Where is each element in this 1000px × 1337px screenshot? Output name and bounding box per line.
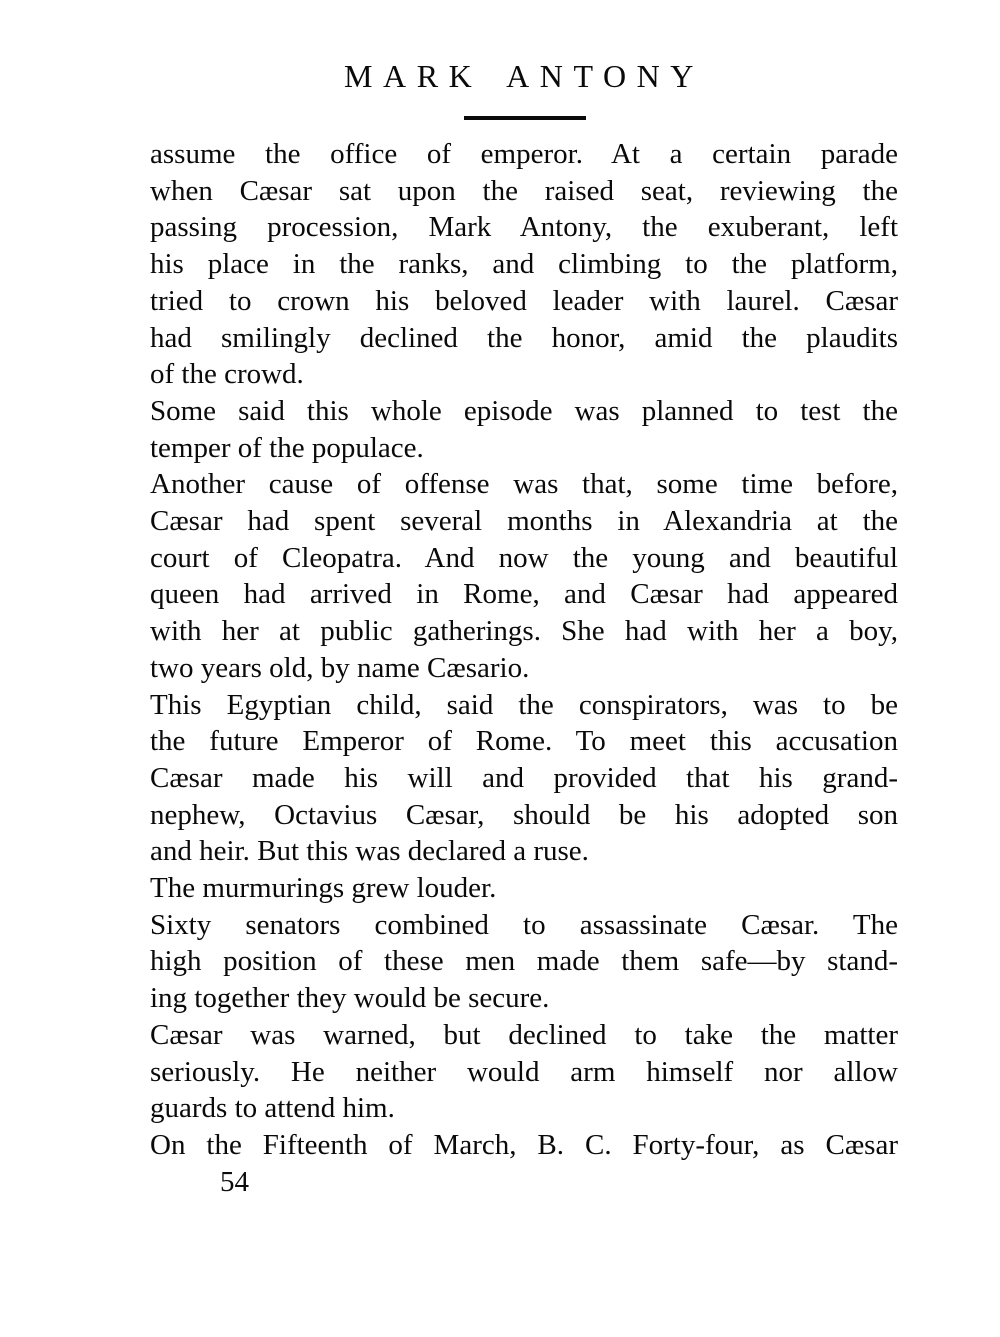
paragraph xyxy=(150,393,898,466)
title-divider-rule xyxy=(464,116,586,120)
text-line: guards to attend him. xyxy=(150,1092,395,1125)
text-line: Another cause of offense was that, some time before, xyxy=(150,468,898,501)
text-line: The murmurings grew louder. xyxy=(150,872,497,905)
text-line: ing together they would be secure. xyxy=(150,982,550,1015)
text-line: two years old, by name Cæsario. xyxy=(150,651,530,684)
text-line: court of Cleopatra. And now the young and beautiful xyxy=(150,541,898,574)
text-line: with her at public gatherings. She had with her a boy, xyxy=(150,615,898,648)
text-line: assume the office of emperor. At a certain parade xyxy=(150,138,898,170)
text-line: Cæsar had spent several months in Alexandria at the xyxy=(150,505,898,538)
paragraph xyxy=(150,907,898,1017)
paragraph xyxy=(150,1127,898,1164)
text-line: Cæsar made his will and provided that his grand- xyxy=(150,761,898,794)
text-line: Sixty senators combined to assassinate Cæsar. The xyxy=(150,908,898,941)
page-title: MARK ANTONY xyxy=(344,58,704,94)
text-line: seriously. He neither would arm himself nor allow xyxy=(150,1055,898,1088)
text-line: the future Emperor of Rome. To meet this accusation xyxy=(150,725,898,758)
paragraph xyxy=(150,870,898,907)
text-line: his place in the ranks, and climbing to the platform, xyxy=(150,248,898,281)
text-line: queen had arrived in Rome, and Cæsar had appeared xyxy=(150,578,898,611)
text-line: Some said this whole episode was planned to test the xyxy=(150,394,898,427)
page-number: 54 xyxy=(220,1165,249,1198)
text-line: temper of the populace. xyxy=(150,431,424,464)
text-line: and heir. But this was declared a ruse. xyxy=(150,835,589,868)
paragraph xyxy=(150,1017,898,1127)
paragraph xyxy=(150,466,898,686)
paragraph xyxy=(150,687,898,871)
text-line: had smilingly declined the honor, amid the plaudits xyxy=(150,321,898,354)
text-line: of the crowd. xyxy=(150,358,304,391)
paragraph xyxy=(150,136,898,393)
text-line: nephew, Octavius Cæsar, should be his adopted son xyxy=(150,798,898,831)
text-line: tried to crown his beloved leader with laurel. Cæsar xyxy=(150,284,898,317)
text-line: passing procession, Mark Antony, the exuberant, left xyxy=(150,211,898,244)
body-text xyxy=(150,136,898,1200)
text-line: high position of these men made them safe—by stand- xyxy=(150,945,898,978)
text-line: This Egyptian child, said the conspirators, was to be xyxy=(150,688,898,721)
text-line: On the Fifteenth of March, B. C. Forty-four, as Cæsar xyxy=(150,1128,898,1161)
text-line: Cæsar was warned, but declined to take the matter xyxy=(150,1018,898,1051)
text-line: when Cæsar sat upon the raised seat, reviewing the xyxy=(150,174,898,207)
paragraphs-container xyxy=(150,136,898,1164)
